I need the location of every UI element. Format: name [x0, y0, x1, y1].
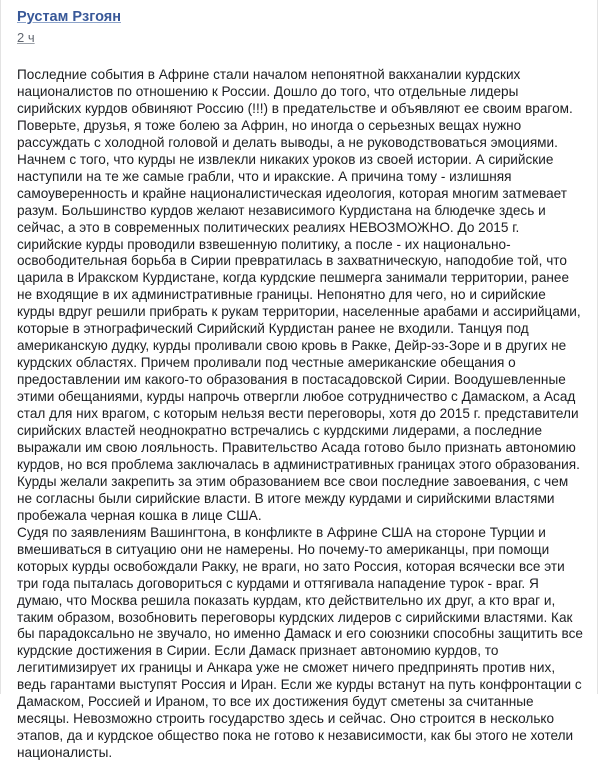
post [17, 0, 585, 762]
author-name-link[interactable]: Рустам Рзгоян [17, 9, 121, 25]
post-timestamp-link[interactable]: 2 ч [17, 30, 35, 45]
post-text [17, 67, 585, 762]
post-paragraph: Судя по заявлениям Вашингтона, в конфликте в Африне США на стороне Турции и вмешиваться в ситуацию они не намерены. Но почему-то американцы, при помощи которых курды освобождали Ракку, не враги, но зато Россия, которая всячески все эти три года пыталась договориться с курдами и оттягивала нападение турок - враг. Я думаю, что Москва решила показать курдам, кто действительно их друг, а кто враг и, таким образом, возобновить переговоры курдских лидеров с сирийскими властями. Как бы парадоксально не звучало, но именно Дамаск и его союзники способны защитить все курдские достижения в Сирии. Если Дамаск признает автономию курдов, то легитимизирует их границы и Анкара уже не сможет ничего предпринять против них, ведь гарантами выступят Россия и Иран. Если же курды встанут на путь конфронтации с Дамаском, Россией и Ираном, то все их достижения будут сметены за считанные месяцы. Невозможно строить государство здесь и сейчас. Оно строится в несколько этапов, да и курдское общество пока не готово к независимости, как бы этого не хотели националисты. [17, 524, 583, 761]
post-paragraph: Последние события в Африне стали началом непонятной вакханалии курдских националистов по отношению к России. Дошло до того, что отдельные лидеры сирийских курдов обвиняют Россию (!!!) в предательстве и объявляют ее своим врагом. Поверьте, друзья, я тоже болею за Африн, но иногда о серьезных вещах нужно рассуждать с холодной головой и делать выводы, а не руководствоваться эмоциями. Начнем с того, что курды не извлекли никаких уроков из своей истории. А сирийские наступили на те же самые грабли, что и иракские. А причина тому - излишняя самоуверенность и крайне националистическая идеология, которая многим затмевает разум. Большинство курдов желают независимого Курдистана на блюдечке здесь и сейчас, а это в современных политических реалиях НЕВОЗМОЖНО. До 2015 г. сирийские курды проводили взвешенную политику, а после - их национально-освободительная борьба в Сирии превратилась в захватническую, наподобие той, что царила в Иракском Курдистане, когда курдские пешмерга занимали территории, ранее не входящие в их административные границы. Непонятно для чего, но и сирийские курды вдруг решили прибрать к рукам территории, населенные арабами и ассирийцами, которые в этнографический Сирийский Курдистан ранее не входили. Танцуя под американскую дудку, курды проливали свою кровь в Ракке, Дейр-эз-Зоре и в других не курдских областях. Причем проливали под честные американские обещания о предоставлении им какого-то образования в постасадовской Сирии. Воодушевленные этими обещаниями, курды напрочь отвергли любое сотрудничество с Дамаском, а Асад стал для них врагом, с которым нельзя вести переговоры, хотя до 2015 г. представители сирийских властей неоднократно встречались с курдскими лидерами, а последние выражали им свою лояльность. Правительство Асада готово было признать автономию курдов, но вся проблема заключалась в административных границах этого образования. Курды желали закрепить за этим образованием все свои последние завоевания, с чем не согласны были сирийские власти. В итоге между курдами и сирийскими властями пробежала черная кошка в лице США. [17, 67, 581, 523]
